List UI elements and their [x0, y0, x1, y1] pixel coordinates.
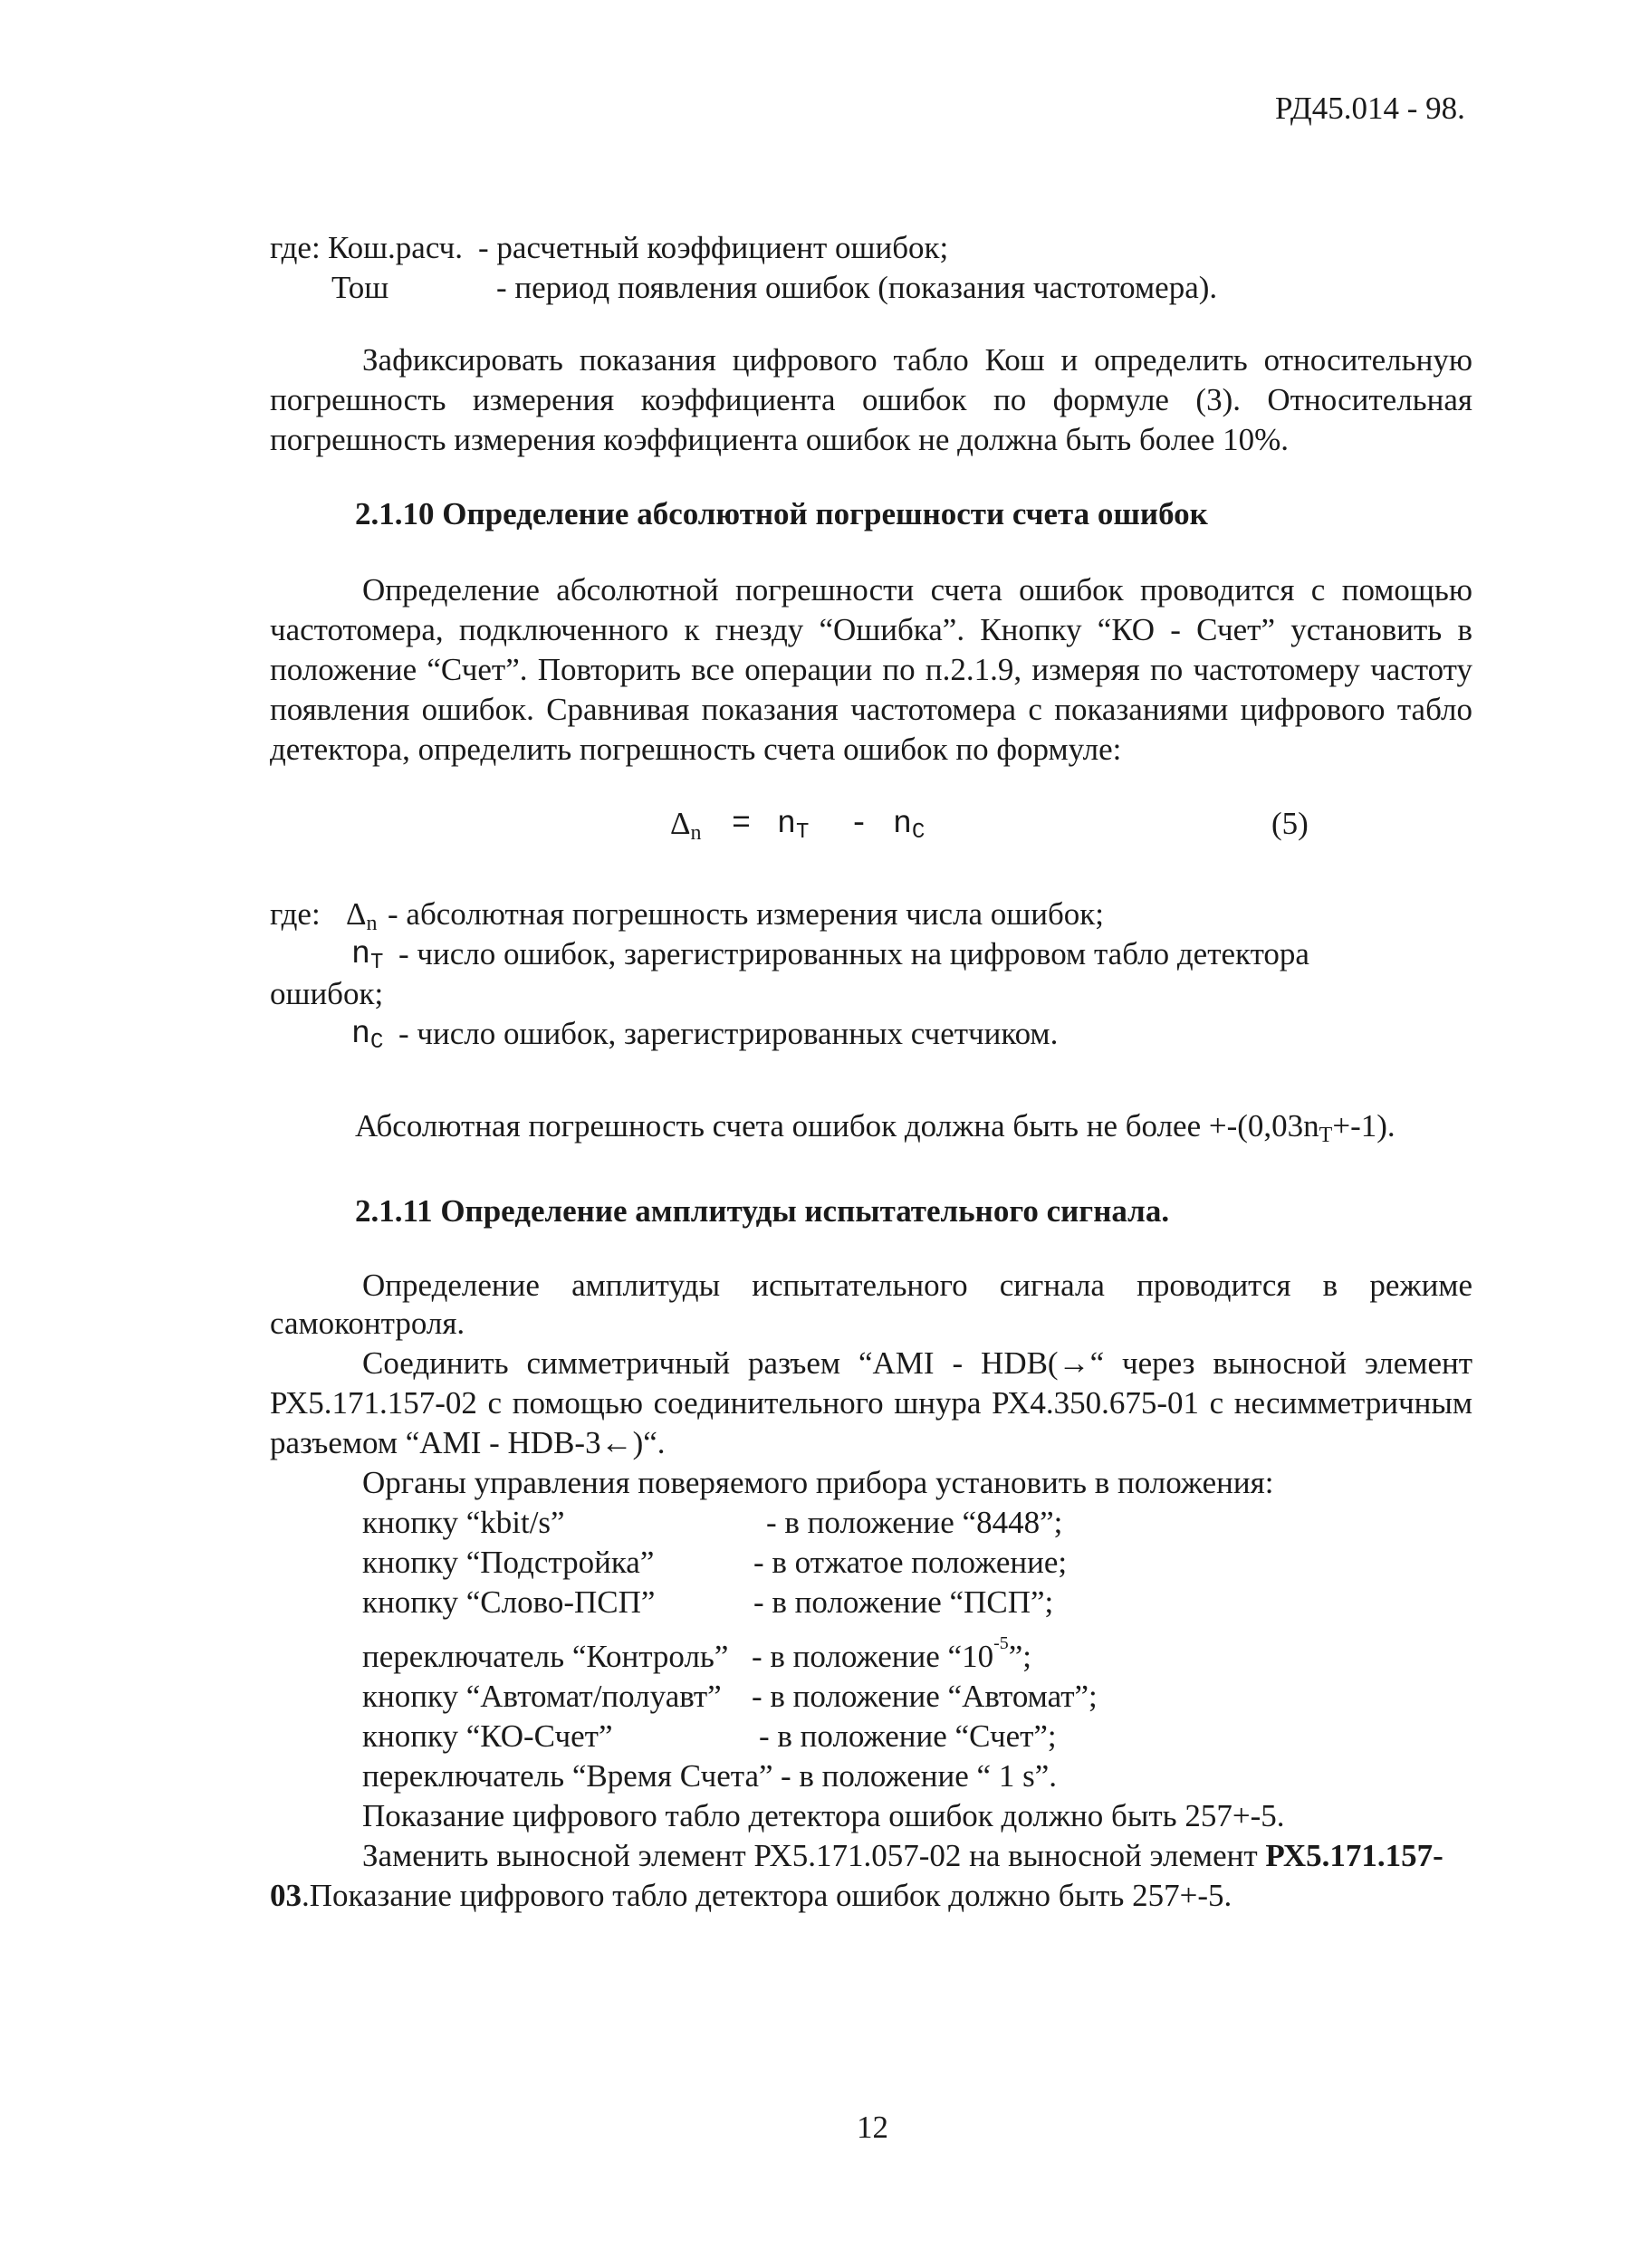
where-label: где: — [270, 230, 321, 265]
replace-line-2: 03.Показание цифрового табло детектора ошибок должно быть 257+-5. — [270, 1878, 1232, 1913]
def-delta-desc: - абсолютная погрешность измерения числа ошибок; — [388, 896, 1105, 932]
control-name: переключатель “Контроль” — [362, 1639, 729, 1674]
def-delta-symbol: $\Delta_n$ — [346, 896, 378, 935]
def-nt-desc: - число ошибок, зарегистрированных на цифровом табло детектора — [398, 936, 1309, 971]
document-code: РД45.014 - 98. — [1275, 91, 1465, 126]
formula-delta: $\Delta_n$ — [670, 806, 702, 845]
def-nc-desc: - число ошибок, зарегистрированных счетчиком. — [398, 1016, 1059, 1051]
def-nt-continuation: ошибок; — [270, 976, 384, 1011]
def-nc-symbol: $n_C$ — [351, 1016, 384, 1055]
control-value: - в отжатое положение; — [753, 1545, 1068, 1580]
control-name: переключатель “Время Счета” — [362, 1758, 773, 1794]
t-term: Тош — [331, 270, 389, 305]
control-name: кнопку “КО-Счет” — [362, 1718, 613, 1754]
control-name: кнопку “kbit/s” — [362, 1505, 565, 1540]
control-name: кнопку “Автомат/полуавт” — [362, 1679, 722, 1714]
control-name: кнопку “Подстройка” — [362, 1545, 655, 1580]
s10-line1: Определение абсолютной погрешности счета ошибок проводится с помощью — [362, 572, 1472, 608]
control-value: - в положение “Автомат”; — [752, 1679, 1098, 1714]
para1-line3: погрешность измерения коэффициента ошибок не должна быть более 10%. — [270, 422, 1290, 457]
s11-p1-line2: самоконтроля. — [270, 1306, 465, 1341]
result-line-1: Показание цифрового табло детектора ошибок должно быть 257+-5. — [362, 1798, 1285, 1833]
where-label-2: где: — [270, 896, 321, 932]
control-value: - в положение “ПСП”; — [753, 1584, 1054, 1620]
s11-p1-line1: Определение амплитуды испытательного сигнала проводится в режиме — [362, 1268, 1472, 1303]
formula-equals: = — [732, 806, 752, 842]
s11-p2-line2: РХ5.171.157-02 с помощью соединительного шнура РХ4.350.675-01 с несимметричным — [270, 1385, 1472, 1421]
s10-line5: детектора, определить погрешность счета ошибок по формуле: — [270, 732, 1122, 767]
control-value: - в положение “$10^{-5}$”; — [752, 1633, 1032, 1674]
abs-error-conclusion: Абсолютная погрешность счета ошибок должна быть не более $+-(0,03n_T+-1)$. — [355, 1108, 1395, 1147]
s11-p2-line1: Соединить симметричный разъем “AMI - HDB(→“ через выносной элемент — [362, 1345, 1472, 1381]
k-term: Кош.расч. — [328, 230, 464, 265]
formula-minus: - — [849, 806, 869, 842]
control-value: - в положение “ 1 s”. — [781, 1758, 1057, 1794]
k-desc: - расчетный коэффициент ошибок; — [478, 230, 949, 265]
control-value: - в положение “8448”; — [766, 1505, 1063, 1540]
s11-p2-line3: разъемом “AMI - HDB-3←)“. — [270, 1425, 666, 1460]
para1-line1: Зафиксировать показания цифрового табло Кош и определить относительную — [362, 342, 1472, 378]
section-heading-2-1-10: 2.1.10 Определение абсолютной погрешности счета ошибок — [355, 496, 1208, 531]
replace-line-1: Заменить выносной элемент РХ5.171.057-02 на выносной элемент РХ5.171.157- — [362, 1838, 1443, 1873]
formula-n-c: $n_C$ — [893, 806, 925, 845]
page-number: 12 — [857, 2110, 888, 2145]
formula-n-t: $n_T$ — [777, 806, 810, 845]
s10-line4: появления ошибок. Сравнивая показания частотомера с показаниями цифрового табло — [270, 692, 1472, 727]
controls-intro: Органы управления поверяемого прибора установить в положения: — [362, 1465, 1274, 1500]
def-nt-symbol: $n_T$ — [351, 936, 384, 975]
s10-line3: положение “Счет”. Повторить все операции по п.2.1.9, измеряя по частотомеру частоту — [270, 652, 1472, 687]
control-value: - в положение “Счет”; — [759, 1718, 1057, 1754]
para1-line2: погрешность измерения коэффициента ошибок по формуле (3). Относительная — [270, 382, 1472, 417]
formula-number: (5) — [1271, 806, 1309, 841]
t-desc: - период появления ошибок (показания частотомера). — [496, 270, 1218, 305]
section-heading-2-1-11: 2.1.11 Определение амплитуды испытательного сигнала. — [355, 1193, 1170, 1229]
control-name: кнопку “Слово-ПСП” — [362, 1584, 656, 1620]
s10-line2: частотомера, подключенного к гнезду “Ошибка”. Кнопку “КО - Счет” установить в — [270, 612, 1472, 647]
